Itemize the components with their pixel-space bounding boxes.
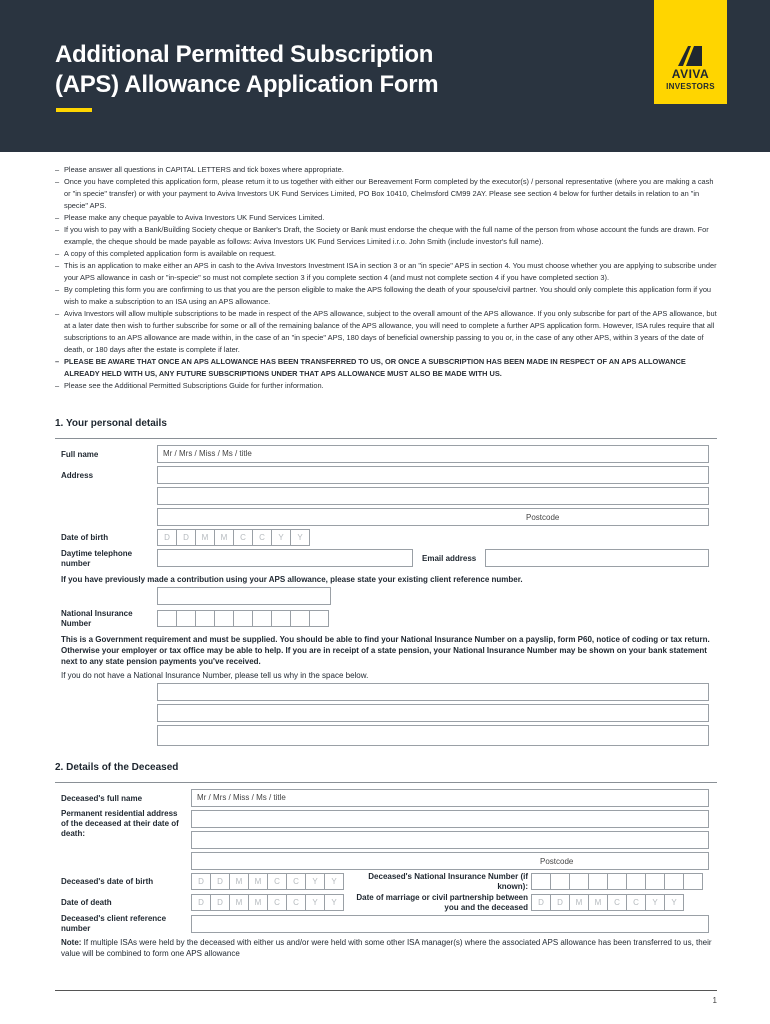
entry-cell[interactable]: M [229, 894, 249, 911]
entry-cell[interactable] [645, 873, 665, 890]
entry-cell[interactable] [531, 873, 551, 890]
multiple-isa-note [61, 937, 717, 959]
instruction-item: – Please make any cheque payable to Aviva Investors UK Fund Services Limited. [55, 212, 717, 224]
form-title [55, 40, 438, 100]
entry-cell[interactable]: Y [290, 529, 310, 546]
deceased-postcode-label: Postcode [540, 857, 574, 866]
client-ref-field[interactable] [157, 587, 331, 605]
deceased-address-line2[interactable] [191, 831, 709, 849]
entry-cell[interactable] [588, 873, 608, 890]
entry-cell[interactable] [550, 873, 570, 890]
client-ref-question: If you have previously made a contribution using your APS allowance, please state your existing client reference number. [61, 575, 523, 584]
full-name-field[interactable] [157, 445, 709, 463]
dob-cells[interactable] [157, 529, 309, 546]
entry-cell[interactable] [664, 873, 684, 890]
entry-cell[interactable] [626, 873, 646, 890]
entry-cell[interactable]: D [210, 894, 230, 911]
entry-cell[interactable]: D [531, 894, 551, 911]
entry-cell[interactable]: C [267, 873, 287, 890]
note-body: If multiple ISAs were held by the deceased with either us and/or were held with some other ISA manager(s) where the associated APS allowance has been transferred to us, their value will be combined to form one APS allowance [61, 938, 712, 958]
deceased-ni-cells[interactable] [531, 873, 702, 890]
page-number: 1 [712, 996, 717, 1005]
instruction-item: – Please see the Additional Permitted Subscriptions Guide for further information. [55, 380, 717, 392]
phone-field[interactable] [157, 549, 413, 567]
entry-cell[interactable]: M [214, 529, 234, 546]
entry-cell[interactable]: C [286, 894, 306, 911]
deceased-name-field[interactable] [191, 789, 709, 807]
entry-cell[interactable]: D [191, 894, 211, 911]
no-ni-reason-line2[interactable] [157, 704, 709, 722]
postcode-label: Postcode [526, 513, 560, 522]
aviva-investors-logo [654, 0, 727, 104]
entry-cell[interactable] [214, 610, 234, 627]
deceased-client-ref-label: Deceased's client reference number [61, 914, 167, 933]
entry-cell[interactable]: D [191, 873, 211, 890]
entry-cell[interactable]: D [157, 529, 177, 546]
entry-cell[interactable]: Y [664, 894, 684, 911]
ni-cells[interactable] [157, 610, 328, 627]
entry-cell[interactable] [195, 610, 215, 627]
title-accent-bar [56, 108, 92, 112]
dob-label: Date of birth [61, 533, 109, 542]
deceased-client-ref-field[interactable] [191, 915, 709, 933]
full-name-label: Full name [61, 450, 99, 459]
entry-cell[interactable]: M [195, 529, 215, 546]
instructions-list [55, 164, 717, 392]
entry-cell[interactable]: D [550, 894, 570, 911]
email-label: Email address [422, 554, 477, 563]
date-of-death-cells[interactable] [191, 894, 343, 911]
form-title-line1: Additional Permitted Subscription [55, 41, 434, 68]
form-title-line2: (APS) Allowance Application Form [55, 71, 439, 98]
deceased-address-label: Permanent residential address of the deceased at their date of death: [61, 809, 179, 838]
entry-cell[interactable] [569, 873, 589, 890]
entry-cell[interactable] [252, 610, 272, 627]
entry-cell[interactable]: D [176, 529, 196, 546]
entry-cell[interactable] [271, 610, 291, 627]
date-of-death-label: Date of death [61, 898, 112, 907]
entry-cell[interactable]: C [626, 894, 646, 911]
footer-divider [55, 990, 717, 991]
full-name-placeholder: Mr / Mrs / Miss / Ms / title [163, 449, 252, 458]
entry-cell[interactable] [233, 610, 253, 627]
instruction-item: – PLEASE BE AWARE THAT ONCE AN APS ALLOWANCE HAS BEEN TRANSFERRED TO US, OR ONCE A SUBSCRIPTION HAS BEEN MADE IN RESPECT OF AN APS ALLOWANCE ALREADY HELD WITH US, ANY FUTURE SUBSCRIPTIONS UNDER THAT APS ALLOWANCE MUST ALSO BE MADE WITH US. [55, 356, 717, 380]
deceased-address-line1[interactable] [191, 810, 709, 828]
marriage-date-label: Date of marriage or civil partnership between you and the deceased [356, 893, 528, 912]
address-line1-field[interactable] [157, 466, 709, 484]
entry-cell[interactable]: C [233, 529, 253, 546]
note-prefix: Note: [61, 938, 82, 947]
entry-cell[interactable]: M [229, 873, 249, 890]
entry-cell[interactable] [309, 610, 329, 627]
deceased-postcode-field[interactable] [191, 852, 709, 870]
entry-cell[interactable]: Y [645, 894, 665, 911]
deceased-dob-cells[interactable] [191, 873, 343, 890]
entry-cell[interactable]: M [248, 873, 268, 890]
logo-subtext: INVESTORS [666, 82, 715, 91]
deceased-name-label: Deceased's full name [61, 794, 143, 803]
no-ni-instruction: If you do not have a National Insurance Number, please tell us why in the space below. [61, 671, 369, 680]
deceased-name-placeholder: Mr / Mrs / Miss / Ms / title [197, 793, 286, 802]
address-label: Address [61, 471, 94, 480]
entry-cell[interactable]: C [252, 529, 272, 546]
entry-cell[interactable]: Y [305, 894, 325, 911]
entry-cell[interactable]: D [210, 873, 230, 890]
deceased-ni-label: Deceased's National Insurance Number (if known): [368, 872, 528, 891]
no-ni-reason-line1[interactable] [157, 683, 709, 701]
ni-label: National Insurance Number [61, 609, 133, 628]
entry-cell[interactable]: M [248, 894, 268, 911]
entry-cell[interactable]: M [569, 894, 589, 911]
entry-cell[interactable]: C [607, 894, 627, 911]
instruction-item: – By completing this form you are confirming to us that you are the person eligible to make the APS following the death of your spouse/civil partner. You should only complete this application form if you wish to make a subscription to an ISA using an APS allowance. [55, 284, 717, 308]
instruction-item: – Aviva Investors will allow multiple subscriptions to be made in respect of the APS allowance, subject to the overall amount of the APS allowance. If you only subscribe for part of the APS allowance, but at a later date then wish to further subscribe for some or all of the remaining balance of the APS allowance, you will need to complete a further APS application form. However, ISA rules require that all subscriptions to an APS allowance are made within, in the case of an "in specie" APS, 180 days of beneficial ownership passing to you or, in the case of any other APS, within 3 years of the date of death, or 180 days after the estate is complete if later. [55, 308, 717, 356]
logo-wordmark: AVIVA [671, 67, 710, 81]
address-postcode-field[interactable] [157, 508, 709, 526]
entry-cell[interactable] [290, 610, 310, 627]
entry-cell[interactable]: Y [271, 529, 291, 546]
page-header [0, 0, 770, 152]
entry-cell[interactable]: M [588, 894, 608, 911]
entry-cell[interactable]: Y [324, 894, 344, 911]
entry-cell[interactable] [683, 873, 703, 890]
instruction-item: – This is an application to make either an APS in cash to the Aviva Investors Investment ISA in section 3 or an "in specie" APS in section 4. You must choose whether you are applying to subscribe under your APS allowance in cash or "in-specie" so must not complete section 3 if you complete section 4 (and must not complete section 4 if you have completed section 3). [55, 260, 717, 284]
marriage-date-cells[interactable] [531, 894, 683, 911]
instruction-item: – A copy of this completed application form is available on request. [55, 248, 717, 260]
entry-cell[interactable]: C [267, 894, 287, 911]
section2-divider [55, 782, 717, 783]
entry-cell[interactable]: Y [324, 873, 344, 890]
instruction-item: – Once you have completed this application form, please return it to us together with either our Bereavement Form completed by the executor(s) / personal representative (where you are making a cash or "in specie" transfer) or with your payment to Aviva Investors UK Fund Services Limited, PO Box 10410, Chelmsford CM99 2AY. Please see section 4 below for further details in relation to an "in specie" APS. [55, 176, 717, 212]
section1-title: 1. Your personal details [55, 418, 167, 429]
email-field[interactable] [485, 549, 709, 567]
ni-requirement-note: This is a Government requirement and must be supplied. You should be able to find your National Insurance Number on a payslip, form P60, notice of coding or tax return. Otherwise your employer or tax office may be able to help. If you are in receipt of a state pension, your National Insurance Number may be shown on your bank statement next to any state pension payments you've received. [61, 635, 710, 666]
entry-cell[interactable] [607, 873, 627, 890]
no-ni-reason-line3[interactable] [157, 725, 709, 746]
phone-label: Daytime telephone number [61, 549, 133, 568]
section1-divider [55, 438, 717, 439]
aviva-logo-mark-icon [676, 46, 704, 66]
entry-cell[interactable] [176, 610, 196, 627]
address-line2-field[interactable] [157, 487, 709, 505]
entry-cell[interactable]: Y [305, 873, 325, 890]
section2-title: 2. Details of the Deceased [55, 762, 179, 773]
entry-cell[interactable]: C [286, 873, 306, 890]
instruction-item: – If you wish to pay with a Bank/Building Society cheque or Banker's Draft, the Society or Bank must endorse the cheque with the full name of the person from whose account the funds are drawn. For example, the cheque should be made payable as follows: Aviva Investors UK Fund Services Limited i.r.o. John Smith (include investor's full name). [55, 224, 717, 248]
deceased-dob-label: Deceased's date of birth [61, 877, 154, 886]
entry-cell[interactable] [157, 610, 177, 627]
instruction-item: – Please answer all questions in CAPITAL LETTERS and tick boxes where appropriate. [55, 164, 717, 176]
